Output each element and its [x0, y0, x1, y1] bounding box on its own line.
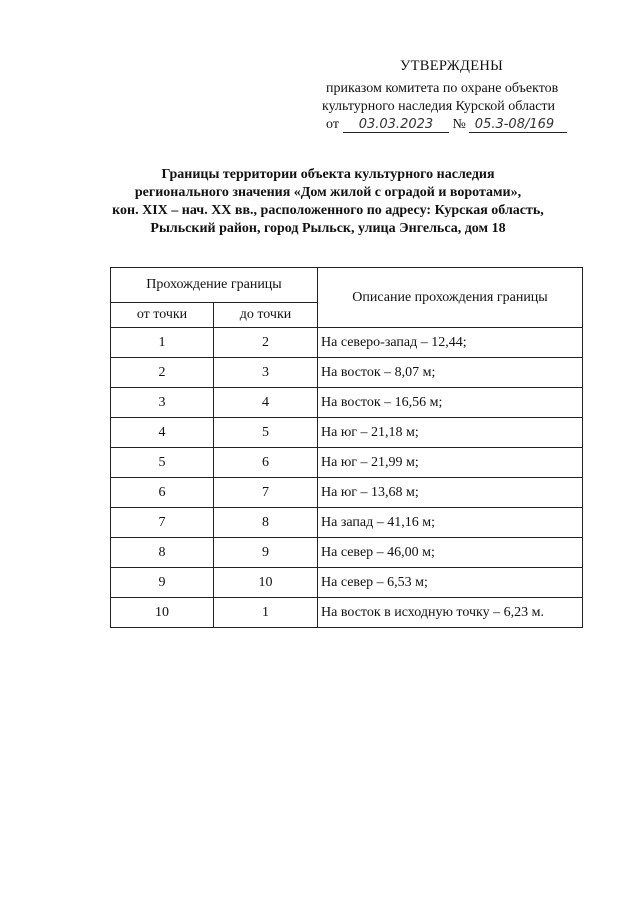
header-to-point: до точки: [214, 303, 318, 328]
to-point-cell: 10: [214, 568, 318, 598]
from-point-cell: 6: [111, 478, 214, 508]
title-line-2: регионального значения «Дом жилой с оградой и воротами»,: [134, 185, 522, 200]
from-point-cell: 7: [111, 508, 214, 538]
approval-line-1: приказом комитета по охране объектов: [326, 81, 559, 96]
table-row: [111, 358, 583, 388]
table-header-row: [111, 268, 583, 303]
table-row: [111, 478, 583, 508]
from-point-cell: 1: [111, 328, 214, 358]
title-line-4: Рыльский район, город Рыльск, улица Энгельса, дом 18: [150, 221, 506, 236]
from-point-cell: 2: [111, 358, 214, 388]
table-row: [111, 448, 583, 478]
description-cell: На северо-запад – 12,44;: [318, 328, 583, 358]
to-point-cell: 6: [214, 448, 318, 478]
from-point-cell: 10: [111, 598, 214, 628]
description-cell: На запад – 41,16 м;: [318, 508, 583, 538]
from-point-cell: 3: [111, 388, 214, 418]
title-line-3: кон. XIX – нач. XX вв., расположенного по адресу: Курская область,: [112, 203, 544, 218]
header-from-point: от точки: [111, 303, 214, 328]
table-row: [111, 508, 583, 538]
header-boundary-passage: Прохождение границы: [111, 268, 318, 303]
boundary-table: [110, 267, 583, 628]
description-cell: На восток – 16,56 м;: [318, 388, 583, 418]
table-row: [111, 598, 583, 628]
date-prefix: от: [326, 117, 339, 132]
number-prefix: №: [452, 117, 466, 132]
description-cell: На юг – 21,18 м;: [318, 418, 583, 448]
from-point-cell: 4: [111, 418, 214, 448]
from-point-cell: 9: [111, 568, 214, 598]
header-description: Описание прохождения границы: [318, 268, 583, 328]
handwritten-date: 03.03.2023: [343, 117, 449, 133]
description-cell: На восток – 8,07 м;: [318, 358, 583, 388]
to-point-cell: 1: [214, 598, 318, 628]
description-cell: На север – 6,53 м;: [318, 568, 583, 598]
table-row: [111, 388, 583, 418]
document-title: [90, 166, 566, 238]
from-point-cell: 5: [111, 448, 214, 478]
to-point-cell: 5: [214, 418, 318, 448]
handwritten-order-number: 05.3-08/169: [469, 117, 567, 133]
to-point-cell: 3: [214, 358, 318, 388]
approval-line-2: культурного наследия Курской области: [322, 99, 556, 114]
description-cell: На восток в исходную точку – 6,23 м.: [318, 598, 583, 628]
description-cell: На юг – 21,99 м;: [318, 448, 583, 478]
title-line-1: Границы территории объекта культурного наследия: [161, 167, 495, 182]
to-point-cell: 8: [214, 508, 318, 538]
description-cell: На север – 46,00 м;: [318, 538, 583, 568]
approval-heading: УТВЕРЖДЕНЫ: [400, 58, 504, 74]
table-row: [111, 538, 583, 568]
to-point-cell: 7: [214, 478, 318, 508]
to-point-cell: 9: [214, 538, 318, 568]
table-row: [111, 418, 583, 448]
table-row: [111, 328, 583, 358]
to-point-cell: 2: [214, 328, 318, 358]
description-cell: На юг – 13,68 м;: [318, 478, 583, 508]
approval-date-number-line: [326, 116, 567, 133]
from-point-cell: 8: [111, 538, 214, 568]
to-point-cell: 4: [214, 388, 318, 418]
table-row: [111, 568, 583, 598]
